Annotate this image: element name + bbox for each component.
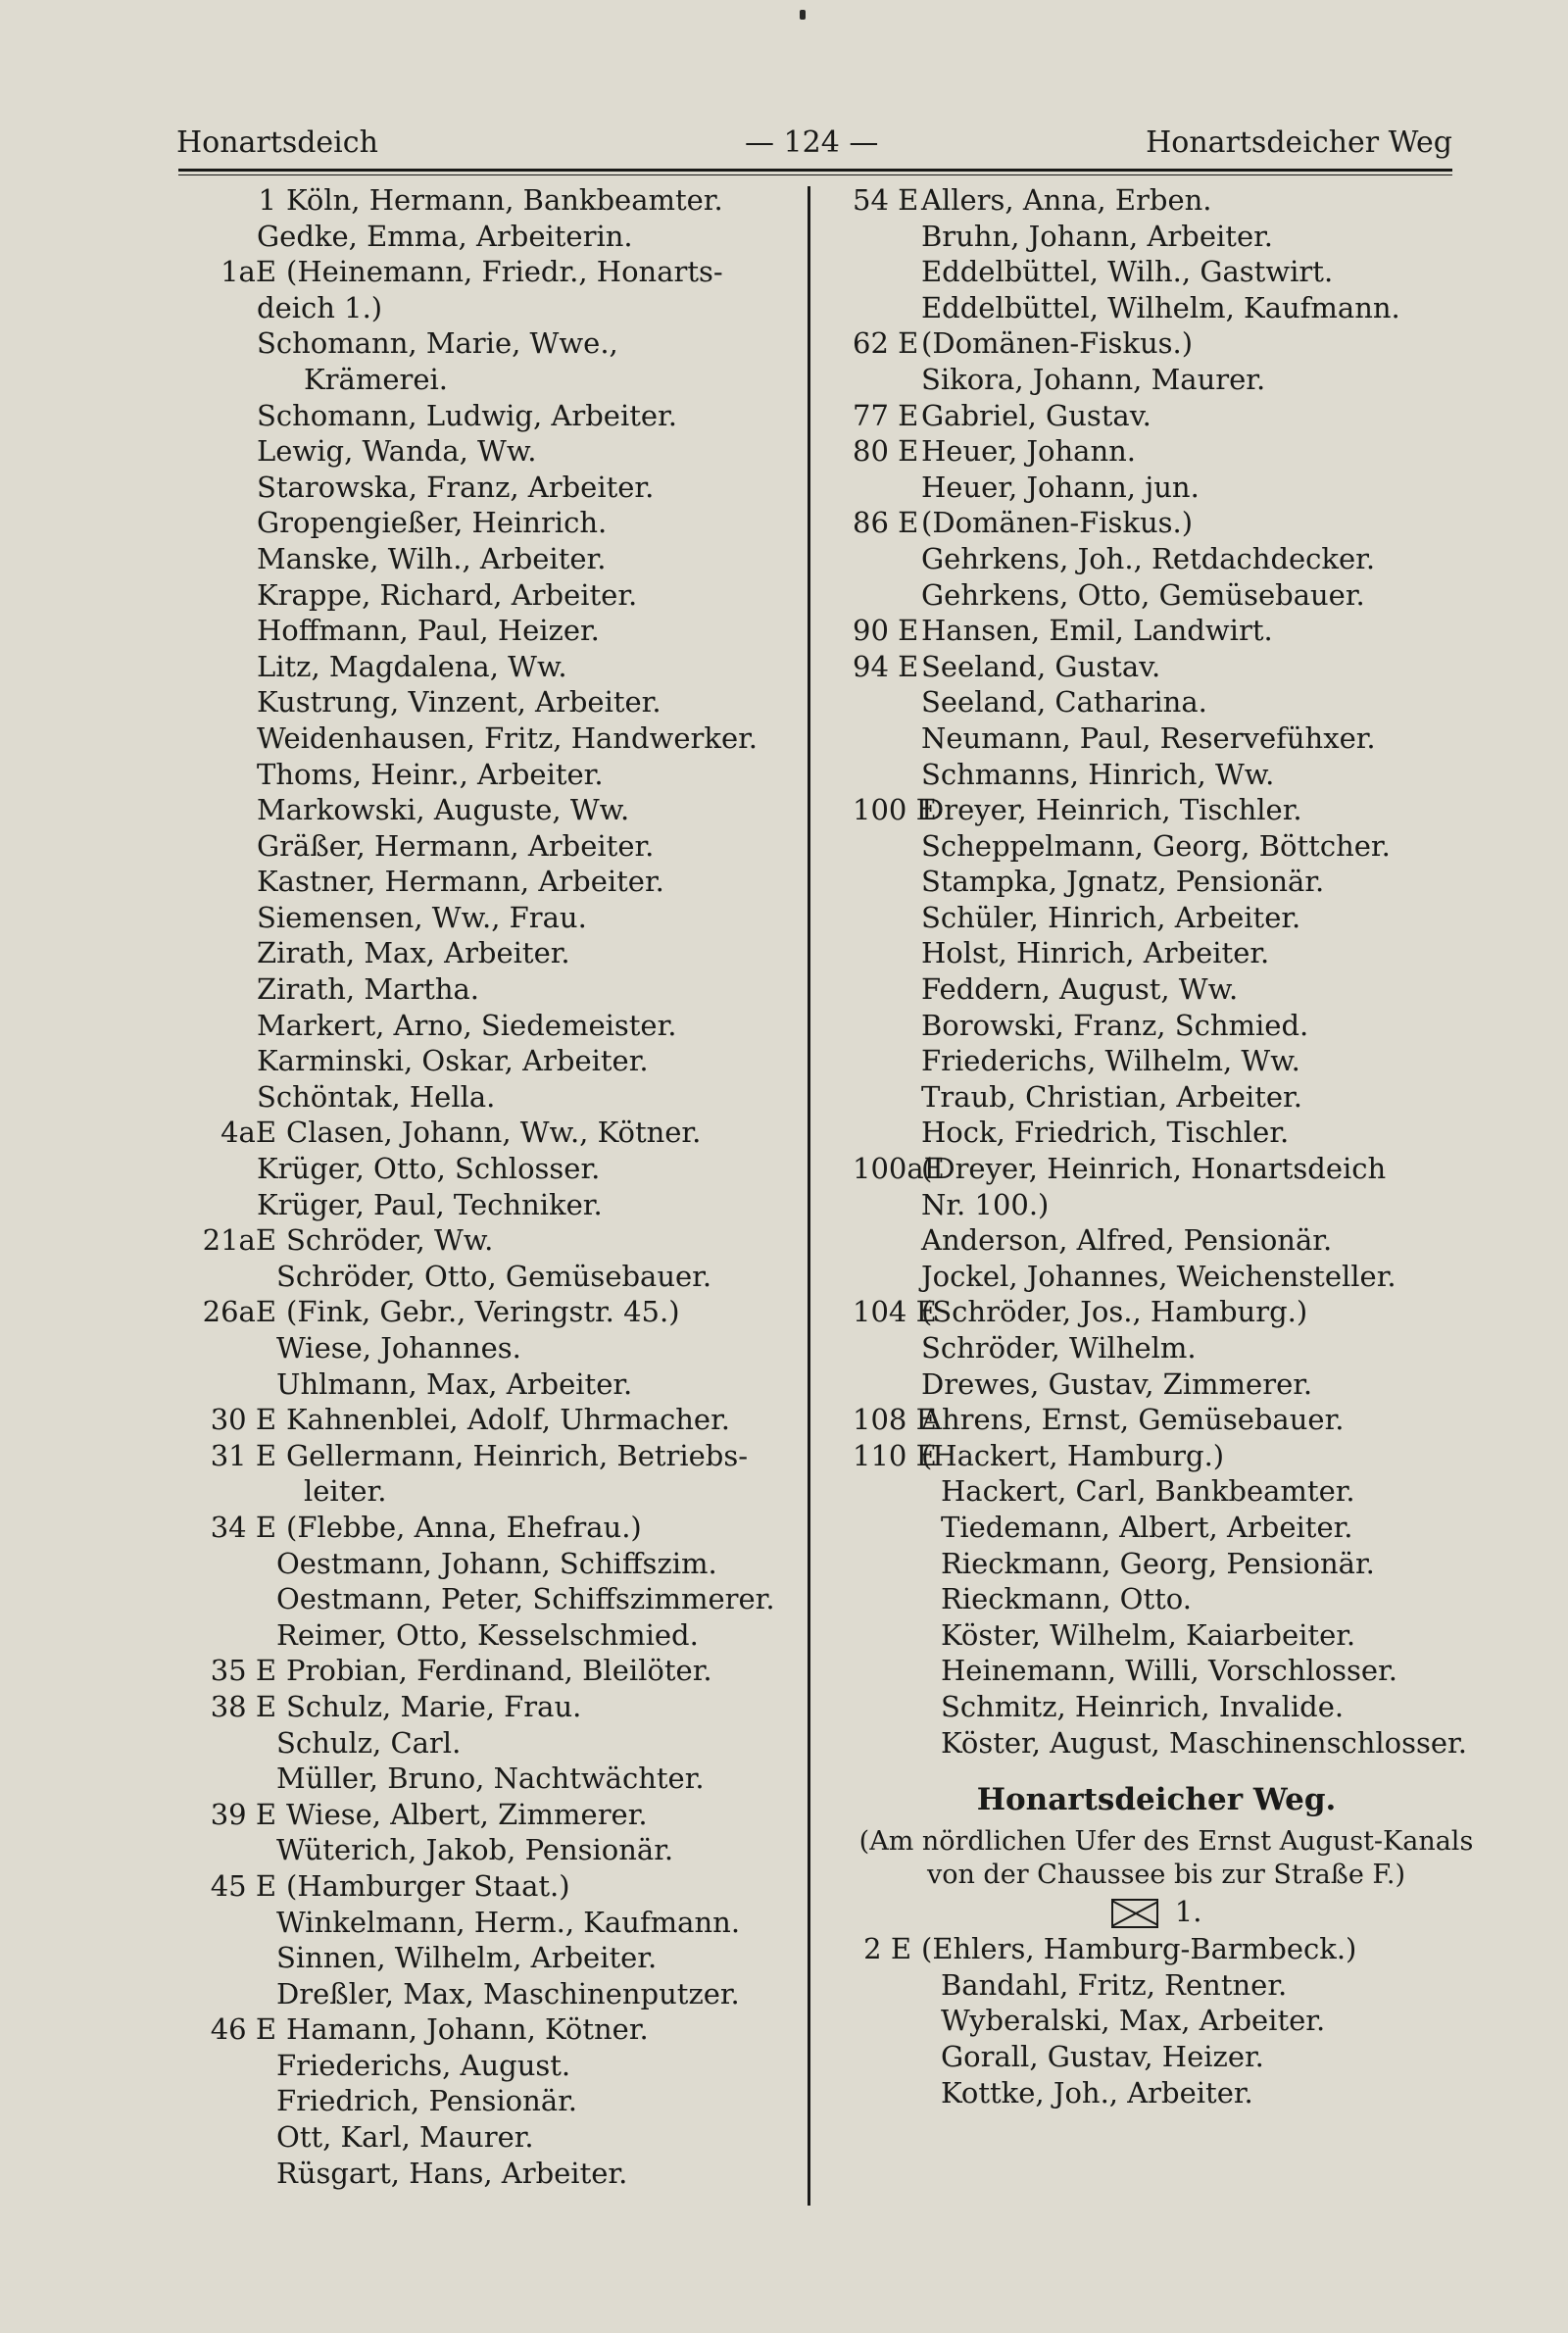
entry-text: Oestmann, Peter, Schiffszimmerer.	[276, 1582, 775, 1616]
entry-text: Clasen, Johann, Ww., Kötner.	[286, 1116, 702, 1150]
entry-text: Wiese, Albert, Zimmerer.	[286, 1797, 648, 1831]
entry-text: Scheppelmann, Georg, Böttcher.	[921, 828, 1391, 863]
entry-text: Krämerei.	[304, 362, 448, 396]
resident-entry	[196, 1043, 804, 1079]
house-number: 90 E	[853, 614, 919, 648]
resident-entry	[196, 900, 804, 936]
address-entry	[196, 182, 804, 219]
entry-text: Bandahl, Fritz, Rentner.	[941, 1967, 1288, 2002]
entry-text: Sikora, Johann, Maurer.	[921, 362, 1266, 396]
resident-entry	[196, 828, 804, 865]
entry-text: Ott, Karl, Maurer.	[276, 2120, 534, 2155]
entry-text: Winkelmann, Herm., Kaufmann.	[276, 1905, 741, 1939]
resident-entry	[196, 1473, 804, 1510]
entry-text: deich 1.)	[257, 290, 383, 324]
house-number: 46 E	[210, 2012, 276, 2047]
entry-text: Schmitz, Heinrich, Invalide.	[941, 1689, 1345, 1723]
entry-text: Rieckmann, Georg, Pensionär.	[941, 1546, 1375, 1580]
house-number: 110 E	[853, 1438, 937, 1472]
resident-entry	[196, 505, 804, 541]
resident-entry	[853, 971, 1480, 1008]
entry-text: (Dreyer, Heinrich, Honartsdeich	[921, 1152, 1387, 1186]
resident-entry	[853, 1967, 1480, 2004]
resident-entry	[853, 2075, 1480, 2111]
resident-entry	[853, 1043, 1480, 1079]
resident-entry	[853, 1008, 1480, 1044]
entry-text: Hansen, Emil, Landwirt.	[921, 614, 1273, 648]
entry-text: Seeland, Catharina.	[921, 685, 1207, 720]
resident-entry	[196, 720, 804, 757]
resident-entry	[196, 1976, 804, 2012]
entry-text: Rieckmann, Otto.	[941, 1582, 1192, 1616]
house-number: 35 E	[210, 1654, 276, 1688]
house-number: 39 E	[210, 1797, 276, 1831]
resident-entry	[853, 290, 1480, 326]
resident-entry	[853, 1689, 1480, 1725]
entry-text: Hoffmann, Paul, Heizer.	[257, 614, 600, 648]
resident-entry	[853, 1473, 1480, 1510]
resident-entry	[853, 757, 1480, 793]
entry-text: Anderson, Alfred, Pensionär.	[921, 1223, 1333, 1258]
resident-entry	[853, 828, 1480, 865]
address-entry	[196, 1868, 804, 1905]
resident-entry	[196, 1079, 804, 1116]
entry-text: Gehrkens, Otto, Gemüsebauer.	[921, 577, 1365, 612]
resident-entry	[196, 864, 804, 900]
entry-text: Schöntak, Hella.	[257, 1079, 496, 1114]
entry-text: Schmanns, Hinrich, Ww.	[921, 757, 1275, 791]
entry-text: Uhlmann, Max, Arbeiter.	[276, 1366, 633, 1401]
address-entry	[853, 792, 1480, 828]
resident-entry	[853, 219, 1480, 255]
resident-entry	[853, 720, 1480, 757]
address-entry	[853, 649, 1480, 685]
entry-text: Weidenhausen, Fritz, Handwerker.	[257, 720, 759, 755]
entry-text: Krüger, Otto, Schlosser.	[257, 1152, 601, 1186]
entry-text: Hock, Friedrich, Tischler.	[921, 1116, 1290, 1150]
address-entry	[196, 1222, 804, 1259]
entry-text: Krüger, Paul, Techniker.	[257, 1187, 603, 1221]
house-number: 94 E	[853, 649, 919, 683]
resident-entry	[853, 2039, 1480, 2075]
house-number: 26aE	[202, 1295, 276, 1329]
entry-text: Wiese, Johannes.	[276, 1331, 521, 1365]
house-number: 21aE	[202, 1223, 276, 1258]
address-entry	[196, 1689, 804, 1725]
entry-text: Friederichs, August.	[276, 2048, 571, 2082]
entry-text: Gehrkens, Joh., Retdachdecker.	[921, 541, 1376, 575]
entry-text: Lewig, Wanda, Ww.	[257, 434, 537, 469]
entry-text: Kottke, Joh., Arbeiter.	[941, 2075, 1253, 2110]
resident-entry	[853, 541, 1480, 577]
entry-text: Zirath, Max, Arbeiter.	[257, 936, 570, 970]
entry-text: (Hamburger Staat.)	[286, 1868, 570, 1903]
house-number: 30 E	[210, 1403, 276, 1437]
resident-entry	[853, 684, 1480, 720]
entry-text: Heuer, Johann.	[921, 434, 1137, 469]
running-head-right: Honartsdeicher Weg	[1146, 125, 1452, 160]
resident-entry	[853, 1222, 1480, 1259]
entry-text: Litz, Magdalena, Ww.	[257, 649, 567, 683]
entry-text: Müller, Bruno, Nachtwächter.	[276, 1762, 705, 1796]
envelope-icon	[1111, 1899, 1158, 1928]
entry-text: Gräßer, Hermann, Arbeiter.	[257, 828, 655, 863]
entry-text: Köster, Wilhelm, Kaiarbeiter.	[941, 1617, 1356, 1652]
header-rule-thin	[178, 174, 1452, 175]
entry-text: Reimer, Otto, Kesselschmied.	[276, 1617, 699, 1652]
resident-entry	[196, 1725, 804, 1762]
section-title: Honartsdeicher Weg.	[976, 1782, 1337, 1818]
entry-text: Siemensen, Ww., Frau.	[257, 900, 587, 934]
resident-entry	[853, 1617, 1480, 1654]
resident-entry	[196, 684, 804, 720]
address-entry	[196, 1115, 804, 1151]
entry-text: Schulz, Marie, Frau.	[286, 1689, 582, 1723]
entry-text: Schröder, Wilhelm.	[921, 1331, 1197, 1365]
resident-entry	[196, 971, 804, 1008]
entry-text: Probian, Ferdinand, Bleilöter.	[286, 1654, 712, 1688]
section-subtitle-2: von der Chaussee bis zur Straße F.)	[926, 1860, 1406, 1891]
resident-entry	[853, 470, 1480, 506]
resident-entry	[853, 362, 1480, 398]
entry-text: Starowska, Franz, Arbeiter.	[257, 470, 655, 504]
house-number: 86 E	[853, 506, 919, 540]
resident-entry	[853, 1725, 1480, 1762]
address-entry	[853, 1402, 1480, 1438]
resident-entry	[853, 1259, 1480, 1295]
address-entry	[853, 1151, 1480, 1187]
house-number: 100aE	[853, 1152, 945, 1186]
resident-entry	[196, 792, 804, 828]
resident-entry	[196, 1330, 804, 1366]
entry-text: Schröder, Otto, Gemüsebauer.	[276, 1259, 712, 1293]
address-entry	[853, 398, 1480, 434]
entry-text: Kahnenblei, Adolf, Uhrmacher.	[286, 1403, 730, 1437]
resident-entry	[196, 613, 804, 649]
entry-text: (Hackert, Hamburg.)	[921, 1438, 1225, 1472]
resident-entry	[196, 219, 804, 255]
house-number: 38 E	[210, 1689, 276, 1723]
resident-entry	[853, 1187, 1480, 1223]
left-column	[196, 182, 804, 2191]
resident-entry	[196, 1761, 804, 1797]
resident-entry	[853, 1330, 1480, 1366]
entry-text: (Ehlers, Hamburg-Barmbeck.)	[921, 1932, 1357, 1966]
resident-entry	[196, 1366, 804, 1403]
entry-text: Gropengießer, Heinrich.	[257, 506, 608, 540]
address-entry	[853, 613, 1480, 649]
address-entry	[196, 254, 804, 290]
resident-entry	[196, 1151, 804, 1187]
house-number: 1aE	[220, 255, 276, 289]
address-entry	[196, 1402, 804, 1438]
resident-entry	[196, 1617, 804, 1654]
entry-text: (Heinemann, Friedr., Honarts-	[286, 255, 723, 289]
house-number: 31 E	[210, 1438, 276, 1472]
address-entry	[853, 433, 1480, 470]
entry-text: Bruhn, Johann, Arbeiter.	[921, 219, 1274, 253]
entry-text: Markowski, Auguste, Ww.	[257, 793, 630, 827]
resident-entry	[196, 1259, 804, 1295]
entry-text: Friederichs, Wilhelm, Ww.	[921, 1044, 1300, 1078]
resident-entry	[853, 1079, 1480, 1116]
entry-text: Hackert, Carl, Bankbeamter.	[941, 1474, 1355, 1509]
resident-entry	[853, 1510, 1480, 1546]
address-entry	[853, 1931, 1480, 1967]
entry-text: Schomann, Ludwig, Arbeiter.	[257, 398, 677, 432]
entry-text: Schröder, Ww.	[286, 1223, 494, 1258]
entry-text: Gorall, Gustav, Heizer.	[941, 2039, 1264, 2073]
address-entry	[853, 325, 1480, 362]
entry-text: Friedrich, Pensionär.	[276, 2084, 578, 2118]
entry-text: (Domänen-Fiskus.)	[921, 506, 1194, 540]
running-head	[176, 125, 1452, 165]
post-office-number: 1.	[1174, 1895, 1202, 1929]
address-entry	[196, 1797, 804, 1833]
resident-entry	[853, 1581, 1480, 1617]
resident-entry	[853, 1366, 1480, 1403]
resident-entry	[853, 935, 1480, 971]
entry-text: Eddelbüttel, Wilhelm, Kaufmann.	[921, 290, 1400, 324]
entry-text: Gellermann, Heinrich, Betriebs-	[286, 1438, 749, 1472]
entry-text: Jockel, Johannes, Weichensteller.	[921, 1259, 1396, 1293]
house-number: 54 E	[853, 183, 919, 217]
entry-text: Gedke, Emma, Arbeiterin.	[257, 219, 633, 253]
resident-entry	[196, 1940, 804, 1976]
entry-text: Heuer, Johann, jun.	[921, 470, 1200, 504]
address-entry	[853, 182, 1480, 219]
right-column-entries	[853, 182, 1480, 1761]
resident-entry	[853, 1115, 1480, 1151]
entry-text: Gabriel, Gustav.	[921, 398, 1152, 432]
resident-entry	[853, 254, 1480, 290]
address-entry	[853, 505, 1480, 541]
resident-entry	[196, 470, 804, 506]
house-number: 34 E	[210, 1510, 276, 1544]
house-number: 104 E	[853, 1295, 937, 1329]
resident-entry	[853, 1653, 1480, 1689]
resident-entry	[853, 864, 1480, 900]
resident-entry	[196, 290, 804, 326]
entry-text: Nr. 100.)	[921, 1187, 1050, 1221]
entry-text: Hamann, Johann, Kötner.	[286, 2012, 649, 2047]
resident-entry	[853, 2003, 1480, 2039]
section-subtitle-1: (Am nördlichen Ufer des Ernst August-Kanals	[858, 1826, 1474, 1858]
house-number: 77 E	[853, 398, 919, 432]
address-entry	[196, 1653, 804, 1689]
entry-text: Wyberalski, Max, Arbeiter.	[941, 2004, 1326, 2038]
entry-text: Oestmann, Johann, Schiffszim.	[276, 1546, 717, 1580]
entry-text: Schomann, Marie, Wwe.,	[257, 326, 618, 361]
resident-entry	[196, 2119, 804, 2156]
entry-text: Krappe, Richard, Arbeiter.	[257, 577, 638, 612]
entry-text: Borowski, Franz, Schmied.	[921, 1008, 1309, 1042]
resident-entry	[196, 362, 804, 398]
entry-text: Markert, Arno, Siedemeister.	[257, 1008, 677, 1042]
entry-text: Heinemann, Willi, Vorschlosser.	[941, 1654, 1397, 1688]
entry-text: Drewes, Gustav, Zimmerer.	[921, 1366, 1313, 1401]
page-number: — 124 —	[745, 125, 879, 160]
entry-text: Allers, Anna, Erben.	[921, 183, 1212, 217]
resident-entry	[196, 1581, 804, 1617]
resident-entry	[196, 2156, 804, 2192]
house-number: 1	[258, 183, 276, 217]
entry-text: Neumann, Paul, Reservefühxer.	[921, 720, 1376, 755]
resident-entry	[196, 1546, 804, 1582]
resident-entry	[196, 433, 804, 470]
address-entry	[196, 1510, 804, 1546]
entry-text: Schulz, Carl.	[276, 1725, 462, 1760]
resident-entry	[853, 577, 1480, 614]
resident-entry	[196, 2048, 804, 2084]
house-number: 62 E	[853, 326, 919, 361]
entry-text: Eddelbüttel, Wilh., Gastwirt.	[921, 255, 1334, 289]
resident-entry	[853, 1546, 1480, 1582]
house-number: 4aE	[220, 1116, 276, 1150]
entry-text: Manske, Wilh., Arbeiter.	[257, 541, 607, 575]
resident-entry	[196, 757, 804, 793]
entry-text: Wüterich, Jakob, Pensionär.	[276, 1833, 674, 1867]
right-column	[853, 182, 1480, 2110]
address-entry	[196, 1438, 804, 1474]
entry-text: Holst, Hinrich, Arbeiter.	[921, 936, 1270, 970]
entry-text: Stampka, Jgnatz, Pensionär.	[921, 865, 1325, 899]
entry-text: (Domänen-Fiskus.)	[921, 326, 1194, 361]
entry-text: (Schröder, Jos., Hamburg.)	[921, 1295, 1308, 1329]
entry-text: Dreßler, Max, Maschinenputzer.	[276, 1976, 740, 2010]
section-entries	[853, 1931, 1480, 2110]
resident-entry	[196, 1187, 804, 1223]
house-number: 80 E	[853, 434, 919, 469]
entry-text: Feddern, August, Ww.	[921, 972, 1239, 1007]
print-mark	[800, 10, 806, 20]
entry-text: Thoms, Heinr., Arbeiter.	[257, 757, 604, 791]
resident-entry	[196, 2083, 804, 2119]
entry-text: Tiedemann, Albert, Arbeiter.	[941, 1510, 1353, 1544]
entry-text: Schüler, Hinrich, Arbeiter.	[921, 900, 1301, 934]
address-entry	[196, 2011, 804, 2048]
entry-text: Rüsgart, Hans, Arbeiter.	[276, 2156, 628, 2190]
entry-text: Traub, Christian, Arbeiter.	[921, 1079, 1302, 1114]
column-divider	[808, 186, 810, 2206]
entry-text: Karminski, Oskar, Arbeiter.	[257, 1044, 649, 1078]
entry-text: Zirath, Martha.	[257, 972, 480, 1007]
entry-text: leiter.	[304, 1474, 387, 1509]
entry-text: Seeland, Gustav.	[921, 649, 1161, 683]
entry-text: Köln, Hermann, Bankbeamter.	[286, 183, 723, 217]
resident-entry	[196, 1905, 804, 1941]
entry-text: (Flebbe, Anna, Ehefrau.)	[286, 1510, 642, 1544]
entry-text: (Fink, Gebr., Veringstr. 45.)	[286, 1295, 680, 1329]
resident-entry	[196, 935, 804, 971]
entry-text: Sinnen, Wilhelm, Arbeiter.	[276, 1941, 658, 1975]
entry-text: Ahrens, Ernst, Gemüsebauer.	[921, 1403, 1345, 1437]
resident-entry	[196, 577, 804, 614]
resident-entry	[196, 649, 804, 685]
entry-text: Dreyer, Heinrich, Tischler.	[921, 793, 1302, 827]
entry-text: Kastner, Hermann, Arbeiter.	[257, 865, 664, 899]
address-entry	[196, 1294, 804, 1330]
house-number: 108 E	[853, 1403, 937, 1437]
address-entry	[853, 1294, 1480, 1330]
resident-entry	[196, 325, 804, 362]
resident-entry	[196, 398, 804, 434]
address-entry	[853, 1438, 1480, 1474]
header-rule	[178, 169, 1452, 172]
post-office-row	[853, 1892, 1460, 1931]
entry-text: Köster, August, Maschinenschlosser.	[941, 1725, 1467, 1760]
house-number: 100 E	[853, 793, 937, 827]
resident-entry	[196, 1832, 804, 1868]
resident-entry	[196, 1008, 804, 1044]
house-number: 45 E	[210, 1868, 276, 1903]
resident-entry	[196, 541, 804, 577]
house-number: 2 E	[863, 1932, 911, 1966]
resident-entry	[853, 900, 1480, 936]
entry-text: Kustrung, Vinzent, Arbeiter.	[257, 685, 662, 720]
running-head-left: Honartsdeich	[176, 125, 378, 160]
